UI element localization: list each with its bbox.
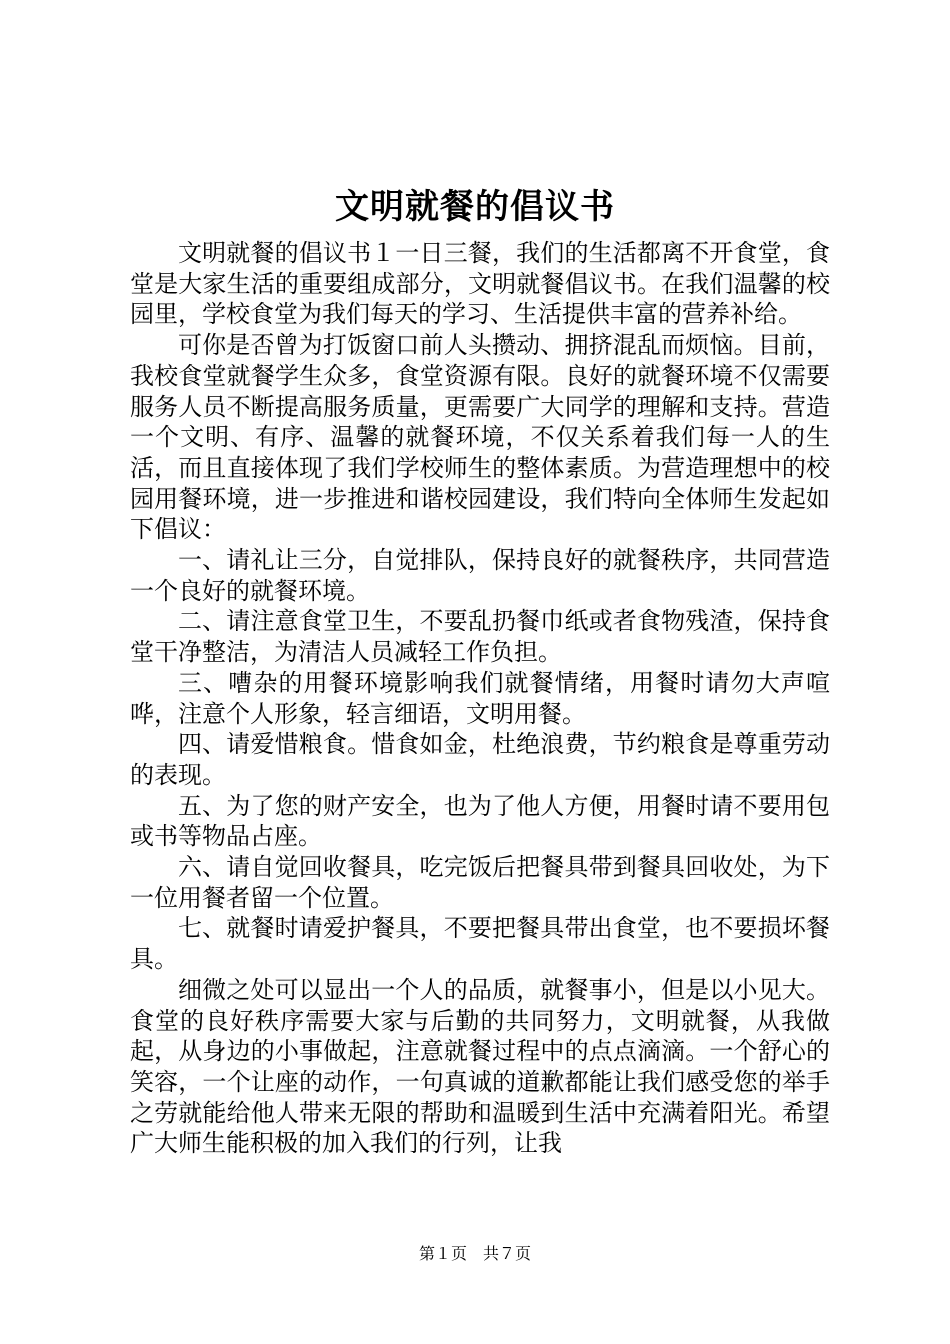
- paragraph: 文明就餐的倡议书１一日三餐，我们的生活都离不开食堂，食堂是大家生活的重要组成部分，文明就餐倡议书。在我们温馨的校园里，学校食堂为我们每天的学习、生活提供丰富的营养补给。: [130, 239, 830, 329]
- paragraph: 四、请爱惜粮食。惜食如金，杜绝浪费，节约粮食是尊重劳动的表现。: [130, 730, 830, 789]
- paragraph: 六、请自觉回收餐具，吃完饭后把餐具带到餐具回收处，为下一位用餐者留一个位置。: [130, 853, 830, 912]
- paragraph: 一、请礼让三分，自觉排队，保持良好的就餐秩序，共同营造一个良好的就餐环境。: [130, 546, 830, 605]
- page-footer: 第１页 共７页: [418, 1244, 531, 1263]
- document-body: [130, 238, 830, 1159]
- document-title: 文明就餐的倡议书: [335, 187, 615, 227]
- paragraph: 五、为了您的财产安全，也为了他人方便，用餐时请不要用包或书等物品占座。: [130, 791, 830, 851]
- paragraph: 二、请注意食堂卫生，不要乱扔餐巾纸或者食物残渣，保持食堂干净整洁，为清洁人员减轻工作负担。: [130, 607, 830, 667]
- paragraph: 细微之处可以显出一个人的品质，就餐事小，但是以小见大。食堂的良好秩序需要大家与后勤的共同努力，文明就餐，从我做起，从身边的小事做起，注意就餐过程中的点点滴滴。一个舒心的笑容，一个让座的动作，一句真诚的道歉都能让我们感受您的举手之劳就能给他人带来无限的帮助和温暖到生活中充满着阳光。希望广大师生能积极的加入我们的行列，让我: [130, 975, 830, 1158]
- paragraph: 可你是否曾为打饭窗口前人头攒动、拥挤混乱而烦恼。目前，我校食堂就餐学生众多，食堂资源有限。良好的就餐环境不仅需要服务人员不断提高服务质量，更需要广大同学的理解和支持。营造一个文明、有序、温馨的就餐环境，不仅关系着我们每一人的生活，而且直接体现了我们学校师生的整体素质。为营造理想中的校园用餐环境，进一步推进和谐校园建设，我们特向全体师生发起如下倡议：: [130, 331, 830, 544]
- paragraph: 三、嘈杂的用餐环境影响我们就餐情绪，用餐时请勿大声喧哗，注意个人形象，轻言细语，文明用餐。: [130, 668, 830, 728]
- paragraph: 七、就餐时请爱护餐具，不要把餐具带出食堂，也不要损坏餐具。: [130, 914, 830, 974]
